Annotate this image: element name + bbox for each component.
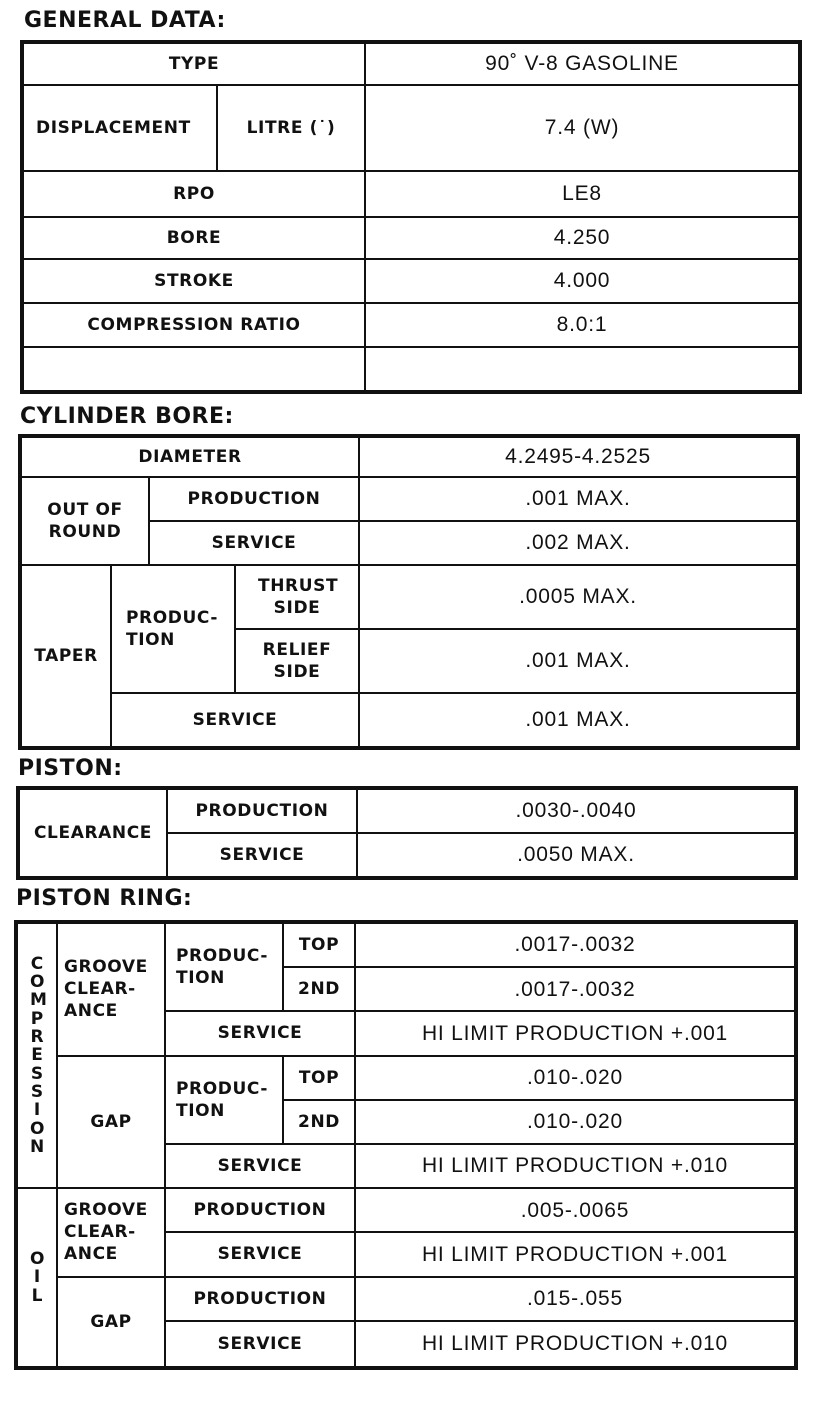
piston-heading: PISTON:	[18, 756, 123, 781]
oil-gap-service-value: HI LIMIT PRODUCTION +.010	[355, 1321, 795, 1367]
comp-groove-2nd-value: .0017-.0032	[355, 967, 795, 1011]
comp-gap-2nd-value: .010-.020	[355, 1100, 795, 1144]
comp-groove-clearance-label: GROOVE CLEAR- ANCE	[57, 923, 165, 1056]
comp-groove-top-value: .0017-.0032	[355, 923, 795, 967]
relief-side-label: RELIEF SIDE	[235, 629, 359, 693]
comp-groove-service-value: HI LIMIT PRODUCTION +.001	[355, 1011, 795, 1055]
oor-service-label: SERVICE	[149, 521, 359, 565]
bore-label: BORE	[23, 217, 365, 259]
compression-ratio-value: 8.0:1	[365, 303, 799, 347]
rpo-value: LE8	[365, 171, 799, 217]
oil-gap-production-label: PRODUCTION	[165, 1277, 355, 1321]
piston-ring-table	[16, 922, 796, 1368]
taper-service-label: SERVICE	[111, 693, 359, 747]
piston-ring-heading: PISTON RING:	[16, 886, 193, 911]
comp-gap-production-label: PRODUC- TION	[165, 1056, 283, 1144]
litre-value: 7.4 (W)	[365, 85, 799, 171]
oil-groove-service-label: SERVICE	[165, 1232, 355, 1276]
diameter-value: 4.2495-4.2525	[359, 437, 797, 477]
comp-groove-top-label: TOP	[283, 923, 355, 967]
general-data-heading: GENERAL DATA:	[24, 8, 226, 33]
oor-production-label: PRODUCTION	[149, 477, 359, 521]
thrust-side-value: .0005 MAX.	[359, 565, 797, 629]
oil-gap-label: GAP	[57, 1277, 165, 1368]
type-value: 90˚ V-8 GASOLINE	[365, 43, 799, 85]
stroke-value: 4.000	[365, 259, 799, 303]
comp-gap-2nd-label: 2ND	[283, 1100, 355, 1144]
relief-side-value: .001 MAX.	[359, 629, 797, 693]
piston-production-value: .0030-.0040	[357, 789, 795, 833]
oil-gap-service-label: SERVICE	[165, 1321, 355, 1367]
comp-gap-top-label: TOP	[283, 1056, 355, 1100]
oil-vertical-label: O I L	[17, 1188, 57, 1367]
comp-groove-production-label: PRODUC- TION	[165, 923, 283, 1011]
clearance-label: CLEARANCE	[19, 789, 167, 877]
rpo-label: RPO	[23, 171, 365, 217]
diameter-label: DIAMETER	[21, 437, 359, 477]
compression-ratio-label: COMPRESSION RATIO	[23, 303, 365, 347]
oil-groove-service-value: HI LIMIT PRODUCTION +.001	[355, 1232, 795, 1276]
litre-label: LITRE (˙)	[217, 85, 365, 171]
taper-service-value: .001 MAX.	[359, 693, 797, 747]
empty-label-cell	[23, 347, 365, 391]
piston-production-label: PRODUCTION	[167, 789, 357, 833]
taper-production-label: PRODUC- TION	[111, 565, 235, 693]
comp-groove-2nd-label: 2ND	[283, 967, 355, 1011]
thrust-side-label: THRUST SIDE	[235, 565, 359, 629]
oor-service-value: .002 MAX.	[359, 521, 797, 565]
piston-table	[18, 788, 796, 878]
oil-groove-production-value: .005-.0065	[355, 1188, 795, 1232]
oor-production-value: .001 MAX.	[359, 477, 797, 521]
general-data-table	[22, 42, 800, 392]
taper-label: TAPER	[21, 565, 111, 747]
comp-gap-top-value: .010-.020	[355, 1056, 795, 1100]
out-of-round-label: OUT OF ROUND	[21, 477, 149, 565]
comp-groove-service-label: SERVICE	[165, 1011, 355, 1055]
comp-gap-service-value: HI LIMIT PRODUCTION +.010	[355, 1144, 795, 1188]
comp-gap-label: GAP	[57, 1056, 165, 1189]
oil-groove-clearance-label: GROOVE CLEAR- ANCE	[57, 1188, 165, 1276]
empty-value-cell	[365, 347, 799, 391]
compression-vertical-label: C O M P R E S S I O N	[17, 923, 57, 1188]
stroke-label: STROKE	[23, 259, 365, 303]
oil-groove-production-label: PRODUCTION	[165, 1188, 355, 1232]
bore-value: 4.250	[365, 217, 799, 259]
type-label: TYPE	[23, 43, 365, 85]
oil-gap-production-value: .015-.055	[355, 1277, 795, 1321]
comp-gap-service-label: SERVICE	[165, 1144, 355, 1188]
cylinder-bore-table	[20, 436, 798, 748]
displacement-label: DISPLACEMENT	[23, 85, 217, 171]
cylinder-bore-heading: CYLINDER BORE:	[20, 404, 234, 429]
piston-service-value: .0050 MAX.	[357, 833, 795, 877]
piston-service-label: SERVICE	[167, 833, 357, 877]
